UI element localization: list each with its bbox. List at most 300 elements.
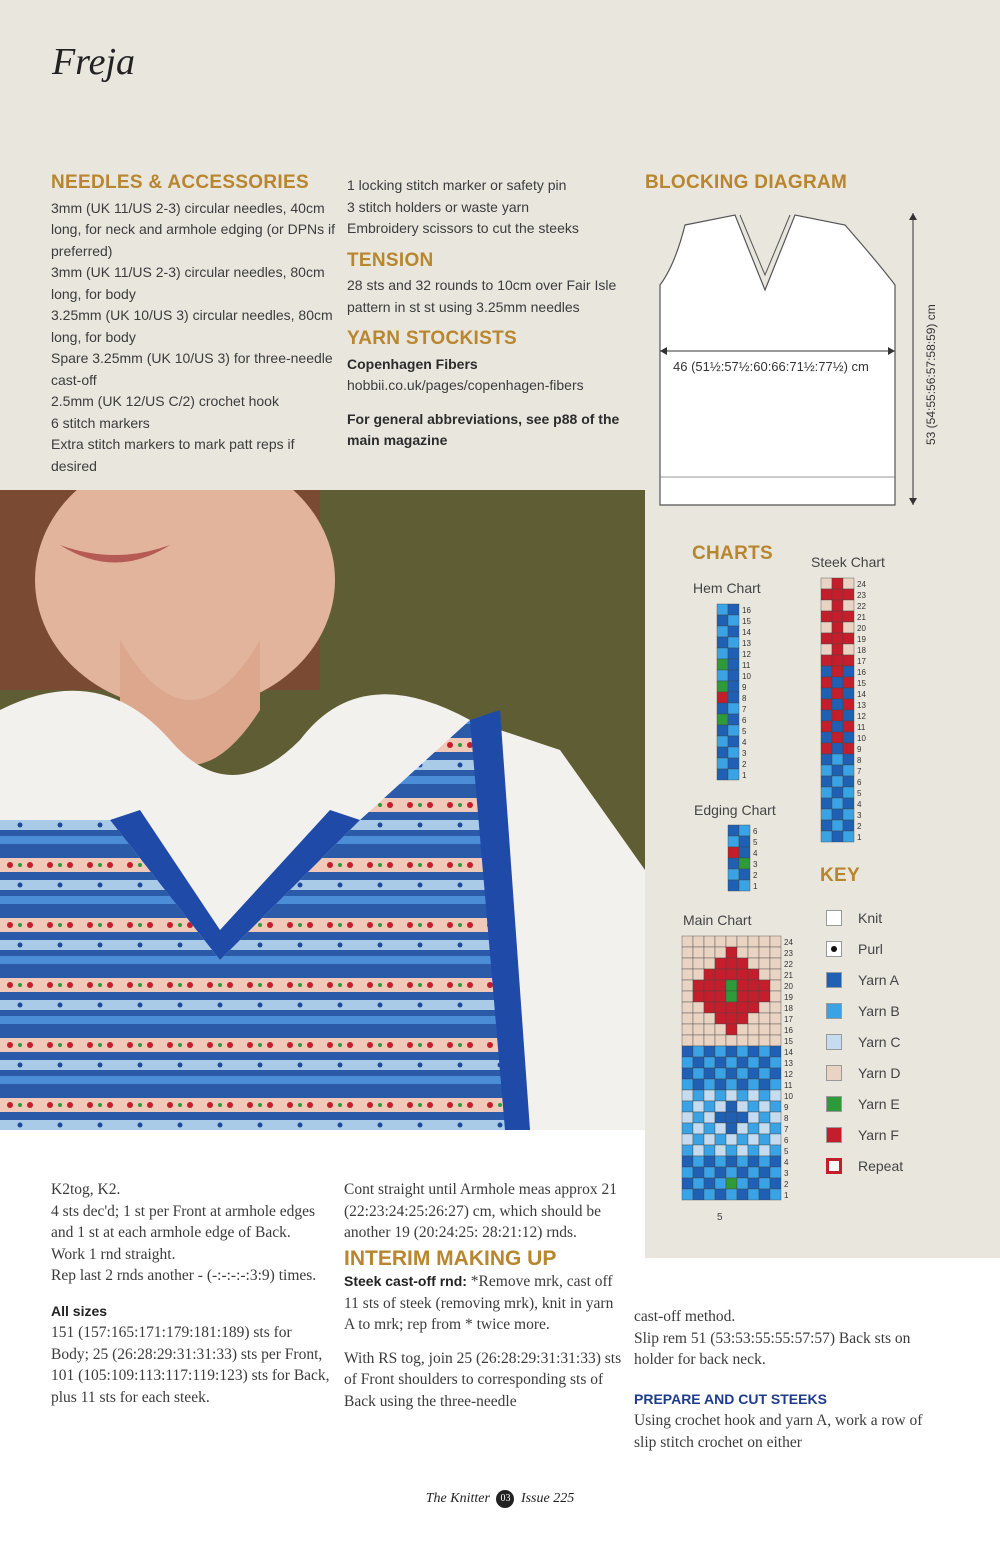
chart-cell <box>843 809 854 820</box>
chart-key <box>826 902 946 1181</box>
chart-cell <box>726 1057 737 1068</box>
chart-cell <box>704 1002 715 1013</box>
row-number: 2 <box>857 822 862 831</box>
chart-cell <box>821 710 832 721</box>
chart-cell <box>715 947 726 958</box>
chart-cell <box>821 655 832 666</box>
key-swatch <box>826 910 842 926</box>
chart-cell <box>682 958 693 969</box>
chart-cell <box>748 1068 759 1079</box>
chart-cell <box>770 1002 781 1013</box>
chart-cell <box>704 1046 715 1057</box>
key-swatch <box>826 1003 842 1019</box>
chart-cell <box>704 980 715 991</box>
chart-cell <box>843 820 854 831</box>
chart-cell <box>759 1134 770 1145</box>
chart-cell <box>728 769 739 780</box>
chart-cell <box>832 644 843 655</box>
row-number: 4 <box>753 849 758 858</box>
chart-cell <box>843 677 854 688</box>
chart-cell <box>704 1178 715 1189</box>
chart-cell <box>726 980 737 991</box>
chart-cell <box>682 980 693 991</box>
chart-cell <box>737 1112 748 1123</box>
chart-cell <box>843 611 854 622</box>
chart-cell <box>759 947 770 958</box>
yarn-url[interactable]: hobbii.co.uk/pages/copenhagen-fibers <box>347 377 584 393</box>
key-item <box>826 1057 946 1088</box>
chart-cell <box>728 648 739 659</box>
row-number: 17 <box>857 657 866 666</box>
chart-cell <box>728 659 739 670</box>
chart-cell <box>759 980 770 991</box>
chart-cell <box>821 666 832 677</box>
chart-cell <box>726 1145 737 1156</box>
chart-cell <box>682 1134 693 1145</box>
chart-cell <box>704 947 715 958</box>
chart-cell <box>739 847 750 858</box>
chart-cell <box>704 1167 715 1178</box>
chart-cell <box>737 1156 748 1167</box>
chart-cell <box>843 765 854 776</box>
needles-item: 6 stitch markers <box>51 414 150 431</box>
chart-cell <box>728 670 739 681</box>
chart-cell <box>715 1123 726 1134</box>
chart-cell <box>737 1046 748 1057</box>
chart-cell <box>704 1123 715 1134</box>
chart-cell <box>737 1123 748 1134</box>
key-swatch <box>826 941 842 957</box>
row-number: 1 <box>784 1191 789 1200</box>
chart-cell <box>737 958 748 969</box>
chart-cell <box>682 1002 693 1013</box>
chart-cell <box>843 633 854 644</box>
chart-cell <box>832 578 843 589</box>
chart-cell <box>821 699 832 710</box>
chart-cell <box>682 1079 693 1090</box>
chart-cell <box>737 1145 748 1156</box>
row-number: 14 <box>784 1048 793 1057</box>
row-number: 13 <box>784 1059 793 1068</box>
chart-cell <box>715 1068 726 1079</box>
chart-cell <box>717 604 728 615</box>
chart-cell <box>821 820 832 831</box>
chart-cell <box>748 1013 759 1024</box>
chart-cell <box>759 1101 770 1112</box>
row-number: 16 <box>742 606 751 615</box>
row-number: 18 <box>857 646 866 655</box>
chart-cell <box>715 1101 726 1112</box>
chart-cell <box>770 1024 781 1035</box>
chart-cell <box>704 1057 715 1068</box>
chart-cell <box>693 1134 704 1145</box>
key-item <box>826 933 946 964</box>
chart-cell <box>748 1178 759 1189</box>
chart-cell <box>821 644 832 655</box>
needles-heading: NEEDLES & ACCESSORIES <box>51 172 309 193</box>
chart-cell <box>843 644 854 655</box>
chart-cell <box>737 1101 748 1112</box>
chart-cell <box>717 692 728 703</box>
row-number: 3 <box>742 749 747 758</box>
chart-cell <box>704 1189 715 1200</box>
steek-text: *Remove mrk, cast off 11 sts of steek (removing mrk), knit in yarn A to mrk; rep from * twice more. <box>344 1273 614 1333</box>
chart-cell <box>748 1167 759 1178</box>
chart-cell <box>726 969 737 980</box>
chart-cell <box>759 1145 770 1156</box>
chart-cell <box>759 1024 770 1035</box>
chart-cell <box>682 1123 693 1134</box>
chart-cell <box>759 1079 770 1090</box>
chart-cell <box>704 958 715 969</box>
chart-cell <box>704 1068 715 1079</box>
chart-cell <box>682 1013 693 1024</box>
chart-cell <box>737 1035 748 1046</box>
row-number: 20 <box>784 982 793 991</box>
chart-cell <box>728 725 739 736</box>
chart-cell <box>832 721 843 732</box>
instruction-text: 4 sts dec'd; 1 st per Front at armhole edges and 1 st at each armhole edge of Back. <box>51 1202 316 1241</box>
key-swatch <box>826 1096 842 1112</box>
chart-cell <box>704 969 715 980</box>
chart-cell <box>726 1068 737 1079</box>
chart-cell <box>832 589 843 600</box>
chart-cell <box>737 1090 748 1101</box>
chart-cell <box>726 1112 737 1123</box>
chart-cell <box>693 936 704 947</box>
row-number: 2 <box>742 760 747 769</box>
chart-cell <box>704 1024 715 1035</box>
chart-cell <box>704 1134 715 1145</box>
row-number: 23 <box>857 591 866 600</box>
chart-cell <box>759 1002 770 1013</box>
row-number: 15 <box>742 617 751 626</box>
edging-chart <box>727 824 767 894</box>
row-number: 7 <box>784 1125 789 1134</box>
row-number: 11 <box>784 1081 793 1090</box>
chart-cell <box>737 1024 748 1035</box>
key-label: Yarn F <box>858 1126 899 1143</box>
row-number: 4 <box>857 800 862 809</box>
chart-cell <box>759 1167 770 1178</box>
chart-cell <box>682 1057 693 1068</box>
chart-cell <box>748 1145 759 1156</box>
chart-cell <box>728 880 739 891</box>
chart-cell <box>748 969 759 980</box>
chart-cell <box>832 688 843 699</box>
chart-cell <box>739 869 750 880</box>
row-number: 10 <box>857 734 866 743</box>
chart-cell <box>726 1178 737 1189</box>
chart-cell <box>832 743 843 754</box>
chart-cell <box>821 732 832 743</box>
row-number: 13 <box>857 701 866 710</box>
chart-cell <box>693 1123 704 1134</box>
needles-section <box>51 172 341 477</box>
chart-cell <box>821 677 832 688</box>
chart-cell <box>682 1156 693 1167</box>
chart-cell <box>728 703 739 714</box>
row-number: 8 <box>784 1114 789 1123</box>
chart-cell <box>843 710 854 721</box>
chart-cell <box>726 936 737 947</box>
chart-cell <box>682 1112 693 1123</box>
chart-cell <box>728 615 739 626</box>
chart-cell <box>682 1090 693 1101</box>
prepare-steeks-heading: PREPARE AND CUT STEEKS <box>634 1390 827 1407</box>
chart-cell <box>682 1068 693 1079</box>
chart-cell <box>693 1112 704 1123</box>
row-number: 2 <box>784 1180 789 1189</box>
key-swatch <box>826 1065 842 1081</box>
instruction-text: cast-off method. <box>634 1308 736 1325</box>
chart-cell <box>737 1167 748 1178</box>
chart-cell <box>770 991 781 1002</box>
chart-cell <box>759 1057 770 1068</box>
chart-cell <box>759 1156 770 1167</box>
accessory-item: 1 locking stitch marker or safety pin <box>347 177 567 193</box>
chart-cell <box>704 1156 715 1167</box>
hem-chart-label: Hem Chart <box>693 580 761 596</box>
row-number: 14 <box>742 628 751 637</box>
chart-cell <box>715 1024 726 1035</box>
key-label: Yarn A <box>858 971 899 988</box>
row-number: 4 <box>742 738 747 747</box>
chart-cell <box>759 936 770 947</box>
chart-cell <box>717 703 728 714</box>
chart-cell <box>737 1134 748 1145</box>
chart-cell <box>717 615 728 626</box>
chart-cell <box>715 1079 726 1090</box>
chart-cell <box>693 1156 704 1167</box>
chart-cell <box>821 809 832 820</box>
chart-cell <box>728 692 739 703</box>
chart-cell <box>821 787 832 798</box>
chart-cell <box>693 969 704 980</box>
row-number: 24 <box>857 580 866 589</box>
chart-cell <box>682 1024 693 1035</box>
chart-cell <box>759 1013 770 1024</box>
chart-cell <box>693 1013 704 1024</box>
main-chart-footer: 5 <box>717 1212 723 1223</box>
chart-cell <box>748 1156 759 1167</box>
chart-cell <box>843 578 854 589</box>
chart-cell <box>832 666 843 677</box>
chart-cell <box>737 1079 748 1090</box>
chart-cell <box>748 980 759 991</box>
chart-cell <box>715 1002 726 1013</box>
chart-cell <box>770 969 781 980</box>
chart-cell <box>704 1090 715 1101</box>
chart-cell <box>737 991 748 1002</box>
chart-cell <box>748 1134 759 1145</box>
chart-cell <box>821 765 832 776</box>
row-number: 15 <box>784 1037 793 1046</box>
chart-cell <box>737 980 748 991</box>
instruction-text: Slip rem 51 (53:53:55:55:57:57) Back sts on holder for back neck. <box>634 1329 911 1368</box>
chart-cell <box>682 1101 693 1112</box>
yarn-name: Copenhagen Fibers <box>347 355 478 372</box>
chart-cell <box>748 991 759 1002</box>
chart-cell <box>843 589 854 600</box>
chart-cell <box>759 1090 770 1101</box>
chart-cell <box>748 936 759 947</box>
chart-cell <box>737 969 748 980</box>
chart-cell <box>726 1134 737 1145</box>
needles-item: 3.25mm (UK 10/US 3) circular needles, 80cm long, for body <box>51 307 333 345</box>
chart-cell <box>770 1068 781 1079</box>
chart-cell <box>770 1178 781 1189</box>
blocking-heading: BLOCKING DIAGRAM <box>645 172 848 193</box>
key-swatch <box>826 1158 842 1174</box>
chart-cell <box>726 1156 737 1167</box>
chart-cell <box>693 1002 704 1013</box>
chart-cell <box>693 1189 704 1200</box>
row-number: 22 <box>784 960 793 969</box>
chart-cell <box>759 969 770 980</box>
chart-cell <box>693 1090 704 1101</box>
row-number: 4 <box>784 1158 789 1167</box>
chart-cell <box>821 743 832 754</box>
chart-cell <box>739 836 750 847</box>
chart-cell <box>728 714 739 725</box>
key-swatch <box>826 972 842 988</box>
accessory-item: 3 stitch holders or waste yarn <box>347 198 530 215</box>
chart-cell <box>737 936 748 947</box>
chart-cell <box>693 1101 704 1112</box>
chart-cell <box>843 721 854 732</box>
chart-cell <box>832 611 843 622</box>
row-number: 11 <box>742 661 751 670</box>
instruction-text: Work 1 rnd straight. <box>51 1245 176 1263</box>
row-number: 16 <box>857 668 866 677</box>
steek-instruction <box>344 1271 624 1336</box>
chart-cell <box>832 809 843 820</box>
key-label: Purl <box>858 940 883 957</box>
chart-cell <box>832 754 843 765</box>
chart-cell <box>682 1167 693 1178</box>
chart-cell <box>737 947 748 958</box>
chart-cell <box>728 604 739 615</box>
chart-cell <box>717 648 728 659</box>
key-label: Yarn B <box>858 1002 900 1019</box>
accessories-section <box>347 175 637 452</box>
row-number: 20 <box>857 624 866 633</box>
chart-cell <box>832 787 843 798</box>
key-swatch <box>826 1034 842 1050</box>
row-number: 14 <box>857 690 866 699</box>
chart-cell <box>728 736 739 747</box>
chart-cell <box>748 1046 759 1057</box>
row-number: 19 <box>857 635 866 644</box>
chart-cell <box>693 1057 704 1068</box>
width-label: 46 (51½:57½:60:66:71½:77½) cm <box>673 359 869 374</box>
chart-cell <box>728 847 739 858</box>
chart-cell <box>832 710 843 721</box>
chart-cell <box>728 825 739 836</box>
chart-cell <box>693 1145 704 1156</box>
tension-text: 28 sts and 32 rounds to 10cm over Fair Isle pattern in st st using 3.25mm needles <box>347 277 617 315</box>
chart-cell <box>748 958 759 969</box>
chart-cell <box>715 1112 726 1123</box>
row-number: 19 <box>784 993 793 1002</box>
chart-cell <box>693 1178 704 1189</box>
row-number: 7 <box>742 705 747 714</box>
chart-cell <box>715 1013 726 1024</box>
chart-cell <box>704 1013 715 1024</box>
needles-item: 3mm (UK 11/US 2-3) circular needles, 40cm long, for neck and armhole edging (or DPNs if preferred) <box>51 199 336 259</box>
chart-cell <box>693 1046 704 1057</box>
charts-heading: CHARTS <box>692 543 773 564</box>
needles-item: Extra stitch markers to mark patt reps if desired <box>51 436 295 474</box>
chart-cell <box>843 776 854 787</box>
row-number: 10 <box>742 672 751 681</box>
key-label: Yarn C <box>858 1033 901 1050</box>
chart-cell <box>726 947 737 958</box>
chart-cell <box>704 1035 715 1046</box>
needles-item: 2.5mm (UK 12/US C/2) crochet hook <box>51 393 279 409</box>
chart-cell <box>843 798 854 809</box>
row-number: 5 <box>857 789 862 798</box>
row-number: 5 <box>784 1147 789 1156</box>
chart-cell <box>715 958 726 969</box>
needles-item: 3mm (UK 11/US 2-3) circular needles, 80cm long, for body <box>51 264 325 302</box>
chart-cell <box>770 936 781 947</box>
chart-cell <box>726 1035 737 1046</box>
chart-cell <box>832 699 843 710</box>
chart-cell <box>704 936 715 947</box>
chart-cell <box>737 1189 748 1200</box>
chart-cell <box>726 958 737 969</box>
chart-cell <box>739 880 750 891</box>
issue-number: Issue 225 <box>520 1491 575 1507</box>
row-number: 12 <box>784 1070 793 1079</box>
row-number: 12 <box>742 650 751 659</box>
chart-cell <box>682 1145 693 1156</box>
chart-cell <box>821 776 832 787</box>
chart-cell <box>682 1178 693 1189</box>
chart-cell <box>728 758 739 769</box>
chart-cell <box>843 600 854 611</box>
main-chart-label: Main Chart <box>683 912 752 928</box>
chart-cell <box>726 1090 737 1101</box>
chart-cell <box>717 626 728 637</box>
row-number: 17 <box>784 1015 793 1024</box>
chart-cell <box>693 947 704 958</box>
chart-cell <box>832 633 843 644</box>
chart-cell <box>717 736 728 747</box>
chart-cell <box>728 681 739 692</box>
page-footer <box>0 1490 1000 1508</box>
key-label: Repeat <box>858 1157 904 1174</box>
chart-cell <box>693 1024 704 1035</box>
chart-cell <box>693 1079 704 1090</box>
blocking-diagram <box>655 205 995 515</box>
chart-cell <box>832 622 843 633</box>
chart-cell <box>843 732 854 743</box>
row-number: 16 <box>784 1026 793 1035</box>
chart-cell <box>843 787 854 798</box>
instruction-text: With RS tog, join 25 (26:28:29:31:31:33) sts of Front shoulders to corresponding sts of Back using the three-needle <box>344 1349 622 1410</box>
chart-cell <box>715 991 726 1002</box>
row-number: 6 <box>857 778 862 787</box>
key-item <box>826 902 946 933</box>
row-number: 1 <box>742 771 747 780</box>
pattern-title: Freja <box>52 41 136 83</box>
chart-cell <box>770 1035 781 1046</box>
chart-cell <box>770 1079 781 1090</box>
chart-cell <box>737 1178 748 1189</box>
